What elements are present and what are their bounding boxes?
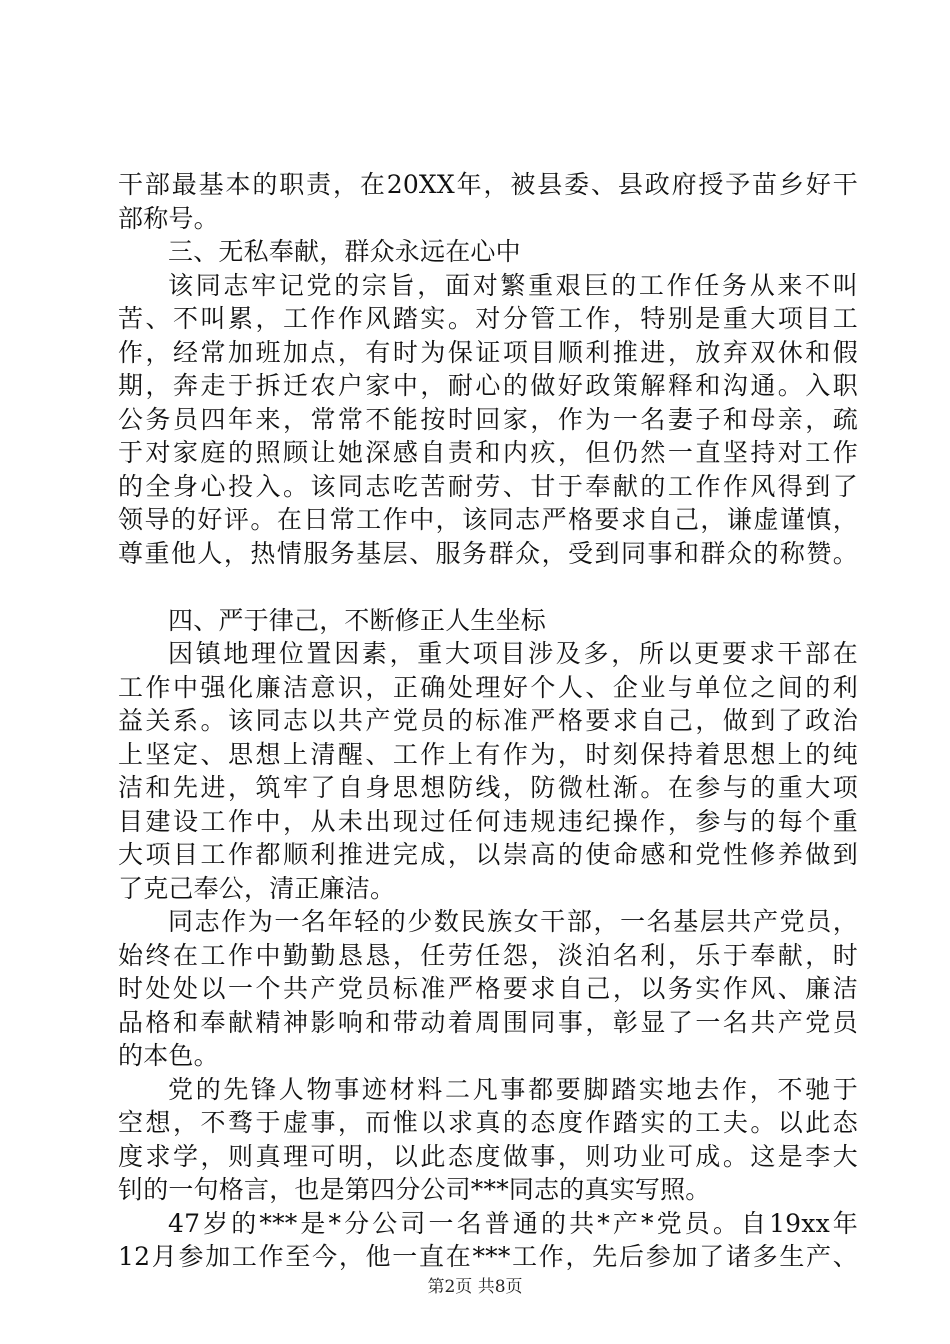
text-line: 领导的好评。在日常工作中，该同志严格要求自己，谦虚谨慎， [118, 505, 858, 534]
text-line: 于对家庭的照顾让她深感自责和内疚，但仍然一直坚持对工作 [118, 438, 858, 467]
text-line: 47岁的***是*分公司一名普通的共*产*党员。自19xx年 [168, 1208, 858, 1238]
text-line: 同志作为一名年轻的少数民族女干部，一名基层共产党员， [168, 907, 858, 936]
text-line: 度求学，则真理可明，以此态度做事，则功业可成。这是李大 [118, 1141, 858, 1171]
text-line: 尊重他人，热情服务基层、服务群众，受到同事和群众的称赞。 [118, 538, 858, 568]
text-line: 始终在工作中勤勤恳恳，任劳任怨，淡泊名利，乐于奉献，时 [118, 940, 858, 970]
text-line: 时处处以一个共产党员标准严格要求自己，以务实作风、廉洁 [118, 974, 858, 1003]
text-line: 钊的一句格言，也是第四分公司***同志的真实写照。 [118, 1175, 711, 1204]
text-line: 的本色。 [118, 1041, 219, 1070]
blank-line [118, 570, 858, 604]
text-line: 目建设工作中，从未出现过任何违规违纪操作，参与的每个重 [118, 806, 858, 836]
text-line: 作，经常加班加点，有时为保证项目顺利推进，放弃双休和假 [118, 337, 858, 367]
text-line: 因镇地理位置因素，重大项目涉及多，所以更要求干部在 [168, 639, 858, 668]
document-body [118, 168, 858, 1274]
section-heading: 四、严于律己，不断修正人生坐标 [168, 605, 547, 635]
text-line: 品格和奉献精神影响和带动着周围同事，彰显了一名共产党员 [118, 1007, 858, 1037]
text-line: 苦、不叫累，工作作风踏实。对分管工作，特别是重大项目工 [118, 304, 858, 333]
text-line: 12月参加工作至今，他一直在***工作，先后参加了诸多生产、 [118, 1242, 858, 1271]
text-line: 该同志牢记党的宗旨，面对繁重艰巨的工作任务从来不叫 [168, 270, 858, 300]
text-line: 部称号。 [118, 203, 219, 233]
text-line: 上坚定、思想上清醒、工作上有作为，时刻保持着思想上的纯 [118, 739, 858, 769]
section-heading: 三、无私奉献，群众永远在心中 [168, 237, 521, 266]
text-line: 益关系。该同志以共产党员的标准严格要求自己，做到了政治 [118, 706, 858, 735]
text-line: 干部最基本的职责，在20XX年，被县委、县政府授予苗乡好干 [118, 170, 858, 199]
text-line: 党的先锋人物事迹材料二凡事都要脚踏实地去作，不驰于 [168, 1074, 858, 1104]
page-footer: 第2页 共8页 [427, 1277, 523, 1297]
text-line: 的全身心投入。该同志吃苦耐劳、甘于奉献的工作作风得到了 [118, 471, 858, 501]
text-line: 公务员四年来，常常不能按时回家，作为一名妻子和母亲，疏 [118, 404, 858, 434]
text-line: 大项目工作都顺利推进完成，以崇高的使命感和党性修养做到 [118, 840, 858, 869]
text-line: 期，奔走于拆迁农户家中，耐心的做好政策解释和沟通。入职 [118, 371, 858, 400]
text-line: 空想，不骛于虚事，而惟以求真的态度作踏实的工夫。以此态 [118, 1108, 858, 1137]
text-line: 工作中强化廉洁意识，正确处理好个人、企业与单位之间的利 [118, 672, 858, 702]
text-line: 洁和先进，筑牢了自身思想防线，防微杜渐。在参与的重大项 [118, 773, 858, 802]
text-line: 了克己奉公，清正廉洁。 [118, 873, 396, 903]
